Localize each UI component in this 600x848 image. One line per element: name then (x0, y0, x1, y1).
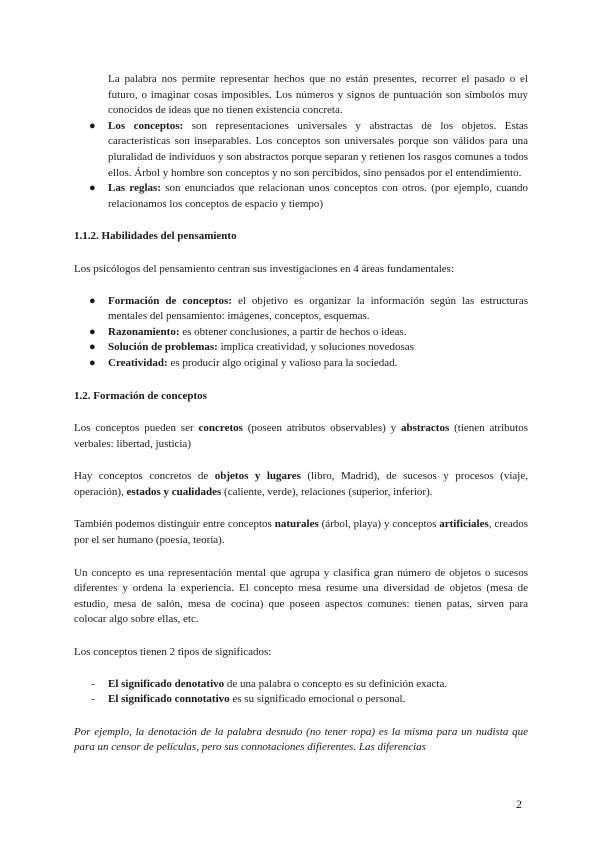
bullet-icon: ● (89, 356, 96, 369)
bullet-icon: ● (89, 325, 96, 338)
paragraph: Un concepto es una representación mental que agrupa y clasifica gran número de objetos o sucesos diferentes y ordena la experiencia. El concepto mesa resume una diversidad de objetos (mesa de estudio, mesa de salón, mesa de cocina) que poseen aspectos comunes: tienen patas, sirven para colocar algo sobre ellas, etc. (74, 566, 528, 626)
bullet-item: ● Las reglas: son enunciados que relacionan unos conceptos con otros. (por ejemplo, cuando relacionamos los conceptos de espacio y tiempo) (89, 182, 528, 210)
paragraph: También podemos distinguir entre conceptos naturales (árbol, playa) y conceptos artificiales, creados por el ser humano (poesía, teoría). (74, 518, 528, 547)
paragraph: Hay conceptos concretos de objetos y lugares (libro, Madrid), de sucesos y procesos (viaje, operación), estados y cualidades (caliente, verde), relaciones (superior, inferior). (74, 470, 528, 498)
bullet-item: ● Creatividad: es producir algo original y valioso para la sociedad. (74, 356, 528, 372)
page-number: 2 (516, 797, 522, 811)
bullet-icon: ● (89, 182, 96, 195)
bullet-icon: ● (89, 294, 96, 307)
dash-icon: - (91, 693, 95, 706)
section-heading-112: 1.1.2. Habilidades del pensamiento (74, 230, 237, 243)
bullet-item: ● Solución de problemas: implica creatividad, y soluciones novedosas (74, 340, 528, 356)
intro-continuation: La palabra nos permite representar hechos que no están presentes, recorrer el pasado o el futuro, o imaginar cosas imposibles. Los números y signos de puntuación son símbolos muy conocidos de ideas que no tienen existencia concreta. (108, 73, 528, 117)
bullet-icon: ● (89, 341, 96, 354)
paragraph: Los conceptos pueden ser concretos (poseen atributos observables) y abstractos (tienen atributos verbales: libertad, justicia) (74, 422, 528, 450)
dash-item: - El significado connotativo es su significado emocional o personal. (74, 692, 528, 708)
bullet-item: ● Formación de conceptos: el objetivo es organizar la información según las estructuras mentales del pensamiento: imágenes, conceptos, esquemas. (89, 294, 528, 323)
document-page (74, 72, 528, 756)
dash-icon: - (91, 677, 95, 690)
paragraph: Los psicólogos del pensamiento centran sus investigaciones en 4 áreas fundamentales: (74, 262, 455, 275)
bullet-icon: ● (89, 119, 96, 132)
bullet-item: ● Los conceptos: son representaciones universales y abstractas de los objetos. Estas características son inseparables. Los conceptos son universales porque son válidos para una pluralidad de individuos y son abstractos porque separan y retienen los rasgos comunes a todos ellos. Árbol y hombre son conceptos y no son percibidos, sino pensados por el entendimiento. (89, 119, 529, 179)
paragraph: Los conceptos tienen 2 tipos de significados: (74, 646, 272, 659)
bullet-item: ● Razonamiento: es obtener conclusiones, a partir de hechos o ideas. (74, 325, 528, 341)
example-paragraph: Por ejemplo, la denotación de la palabra desnudo (no tener ropa) es la misma para un nudista que para un censor de películas, pero sus connotaciones difierentes. Las diferencias (74, 725, 528, 754)
section-heading-12: 1.2. Formación de conceptos (74, 389, 207, 402)
dash-item: - El significado denotativo de una palabra o concepto es su definición exacta. (74, 677, 528, 693)
